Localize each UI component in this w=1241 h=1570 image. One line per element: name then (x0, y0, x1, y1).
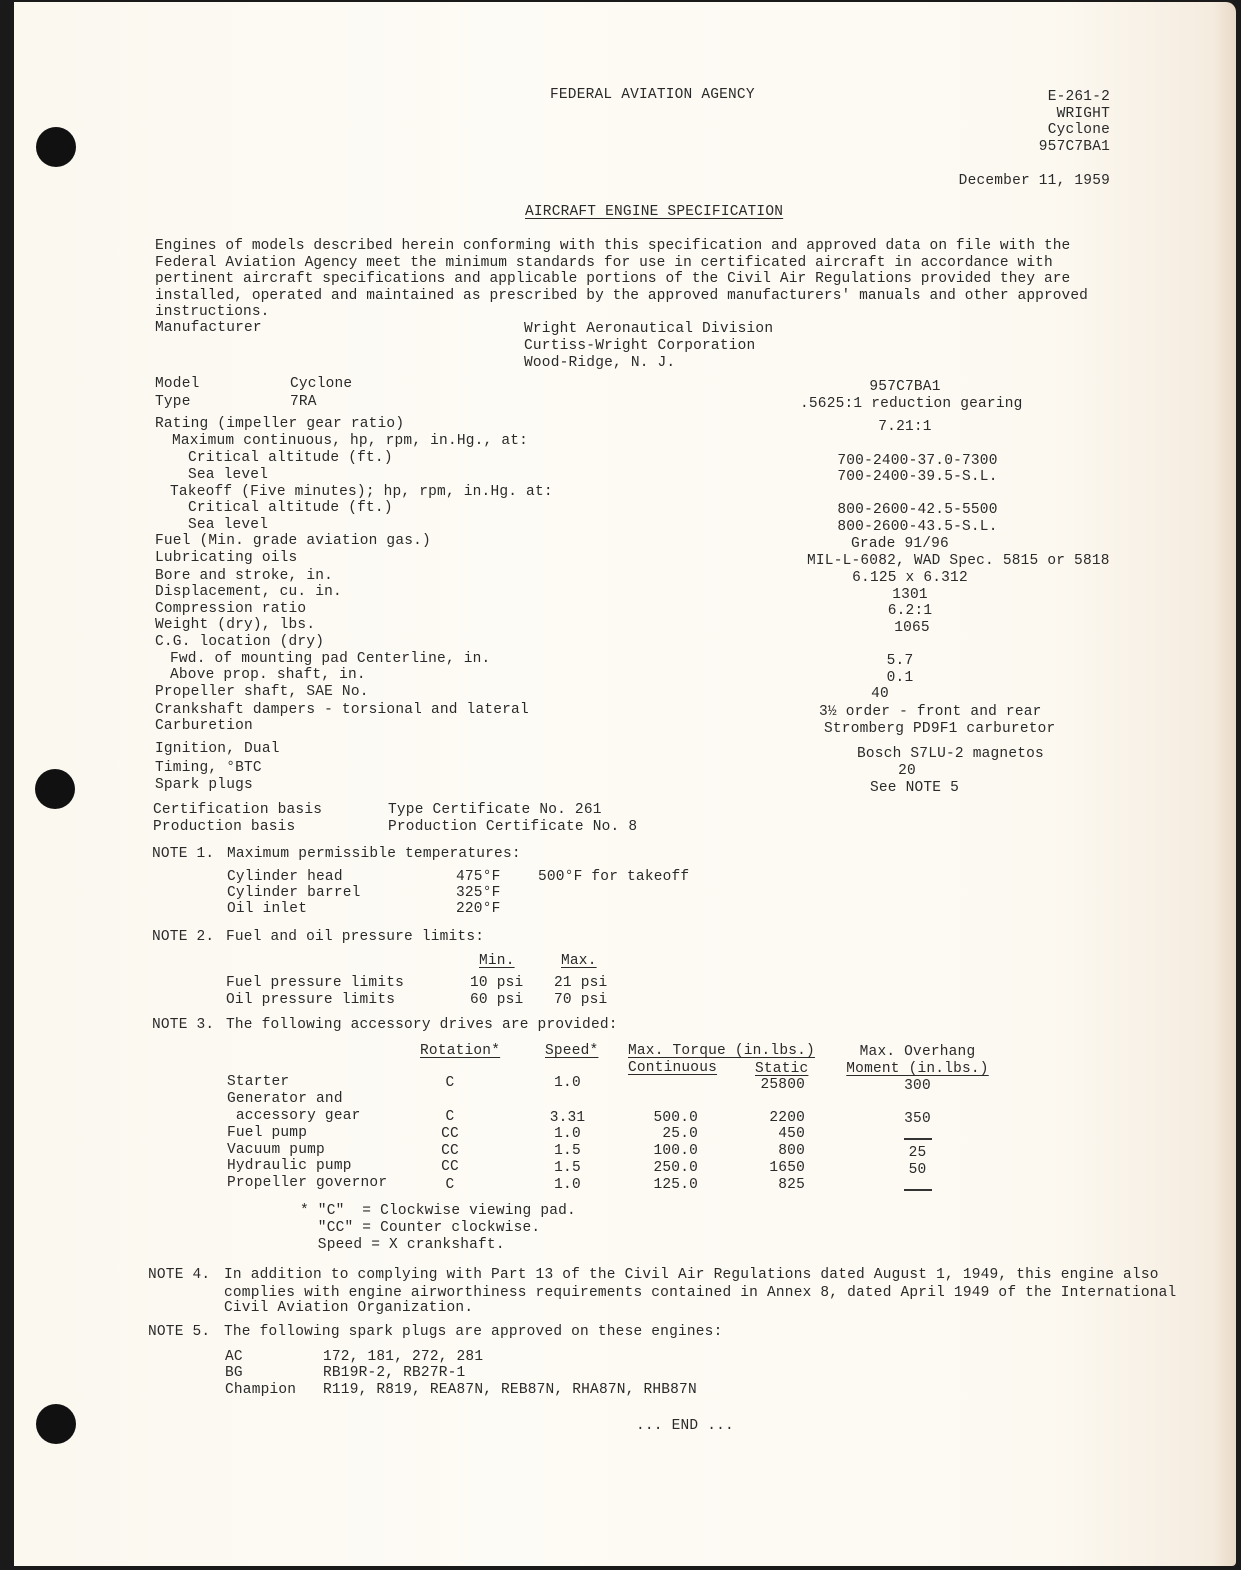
max-cont-altitude-label: Critical altitude (ft.) (188, 450, 393, 466)
carburetion-label: Carburetion (155, 718, 253, 734)
drive-item-starter: Starter (227, 1074, 290, 1090)
note4-line-1: In addition to complying with Part 13 of the Civil Air Regulations dated August 1, 1949, this engine also (224, 1267, 1159, 1283)
timing-value: 20 (898, 763, 916, 779)
drive-overhang-fuel-pump-dash (904, 1138, 932, 1140)
prop-shaft-label: Propeller shaft, SAE No. (155, 684, 369, 700)
fuel-label: Fuel (Min. grade aviation gas.) (155, 533, 431, 549)
punch-hole-middle (35, 769, 75, 809)
note3-header-rotation: Rotation* (420, 1043, 501, 1059)
ignition-label: Ignition, Dual (155, 741, 280, 757)
note1-value-cylinder-head: 475°F (456, 869, 501, 885)
spark-plug-make-ac: AC (225, 1349, 243, 1365)
cg-label: C.G. location (dry) (155, 634, 325, 650)
drive-static-accessory-gear: 2200 (769, 1110, 805, 1126)
rating-value: 7.21:1 (878, 419, 932, 435)
ignition-value: Bosch S7LU-2 magnetos (857, 746, 1044, 762)
weight-label: Weight (dry), lbs. (155, 617, 316, 633)
drive-speed-starter: 1.0 (554, 1075, 581, 1091)
bore-stroke-value: 6.125 x 6.312 (852, 570, 968, 586)
drive-static-fuel-pump: 450 (778, 1126, 805, 1142)
timing-label: Timing, °BTC (155, 760, 262, 776)
drive-item-fuel-pump: Fuel pump (227, 1125, 308, 1141)
type-value: .5625:1 reduction gearing (800, 396, 1023, 412)
takeoff-sealevel-label: Sea level (188, 517, 269, 533)
drive-overhang-vacuum-pump: 25 (908, 1145, 927, 1161)
note2-max-fuel: 21 psi (554, 975, 608, 991)
cg-fwd-label: Fwd. of mounting pad Centerline, in. (170, 651, 491, 667)
agency-name: FEDERAL AVIATION AGENCY (550, 87, 755, 103)
model-label: Model (155, 376, 200, 392)
engine-model-code: 957C7BA1 (1038, 139, 1110, 155)
cg-above-label: Above prop. shaft, in. (170, 667, 366, 683)
note2-label: NOTE 2. (152, 929, 215, 945)
drive-rotation-propeller-governor: C (445, 1177, 455, 1193)
drive-continuous-hydraulic-pump: 250.0 (653, 1160, 698, 1176)
weight-value: 1065 (894, 620, 930, 636)
drive-item-propeller-governor: Propeller governor (227, 1175, 388, 1191)
takeoff-label: Takeoff (Five minutes); hp, rpm, in.Hg. at: (170, 484, 553, 500)
takeoff-altitude-label: Critical altitude (ft.) (188, 500, 393, 516)
carburetion-value: Stromberg PD9F1 carburetor (824, 721, 1056, 737)
note3-footnote-1: * "C" = Clockwise viewing pad. (300, 1203, 576, 1219)
note2-title: Fuel and oil pressure limits: (226, 929, 485, 945)
note1-extra-cylinder-head: 500°F for takeoff (538, 869, 690, 885)
drive-continuous-propeller-governor: 125.0 (653, 1177, 698, 1193)
takeoff-sealevel-value: 800-2600-43.5-S.L. (837, 519, 998, 535)
note2-max-oil: 70 psi (554, 992, 608, 1008)
note4-label: NOTE 4. (148, 1267, 211, 1283)
drive-overhang-accessory-gear: 350 (904, 1111, 931, 1127)
intro-paragraph: Engines of models described herein conforming with this specification and approved data on file with the Federal Aviation Agency meet the minimum standards for use in certificated aircraft in accordance with pertinent aircraft specifications and applicable portions of the Civil Air Regulations provided they are installed, operated and maintained as prescribed by the approved manufacturers' manuals and other approved instructions. (155, 238, 1088, 320)
drive-item-vacuum-pump: Vacuum pump (227, 1142, 325, 1158)
spark-plug-make-champion: Champion (225, 1382, 297, 1398)
manufacturer-line-3: Wood-Ridge, N. J. (524, 355, 676, 371)
note3-header-speed: Speed* (545, 1043, 599, 1059)
drive-continuous-fuel-pump: 25.0 (662, 1126, 698, 1142)
spark-plugs-label: Spark plugs (155, 777, 253, 793)
note3-footnote-3: Speed = X crankshaft. (300, 1237, 505, 1253)
note4-line-2: complies with engine airworthiness requirements contained in Annex 8, dated April 1949 of the International (224, 1285, 1177, 1301)
drive-static-vacuum-pump: 800 (778, 1143, 805, 1159)
cg-above-value: 0.1 (886, 670, 914, 686)
note2-header-min: Min. (479, 953, 515, 969)
manufacturer-line-1: Wright Aeronautical Division (524, 321, 774, 337)
note5-title: The following spark plugs are approved on these engines: (224, 1324, 723, 1340)
certification-basis-value: Type Certificate No. 261 (388, 802, 602, 818)
drive-rotation-fuel-pump: CC (441, 1126, 459, 1142)
dampers-label: Crankshaft dampers - torsional and lateral (155, 702, 529, 718)
drive-speed-fuel-pump: 1.0 (554, 1126, 581, 1142)
note1-value-cylinder-barrel: 325°F (456, 885, 501, 901)
note1-label: NOTE 1. (152, 846, 215, 862)
note1-item-oil-inlet: Oil inlet (227, 901, 308, 917)
type-code: 7RA (290, 394, 317, 410)
certification-basis-label: Certification basis (153, 802, 323, 818)
drive-rotation-vacuum-pump: CC (441, 1143, 459, 1159)
note1-value-oil-inlet: 220°F (456, 901, 501, 917)
oils-value: MIL-L-6082, WAD Spec. 5815 or 5818 (807, 553, 1110, 569)
drive-overhang-propeller-governor-dash (904, 1189, 932, 1191)
spark-plug-list-ac: 172, 181, 272, 281 (323, 1349, 484, 1365)
drive-rotation-starter: C (445, 1075, 455, 1091)
production-basis-value: Production Certificate No. 8 (388, 819, 638, 835)
production-basis-label: Production basis (153, 819, 296, 835)
punch-hole-top (36, 127, 76, 167)
document-date: December 11, 1959 (958, 173, 1110, 189)
note2-min-oil: 60 psi (470, 992, 524, 1008)
drive-static-hydraulic-pump: 1650 (769, 1160, 805, 1176)
rating-label: Rating (impeller gear ratio) (155, 416, 405, 432)
oils-label: Lubricating oils (155, 550, 298, 566)
drive-static-propeller-governor: 825 (778, 1177, 805, 1193)
drive-speed-vacuum-pump: 1.5 (554, 1143, 581, 1159)
spark-plug-make-bg: BG (225, 1365, 243, 1381)
drive-speed-propeller-governor: 1.0 (554, 1177, 581, 1193)
note3-footnote-2: "CC" = Counter clockwise. (300, 1220, 541, 1236)
drive-rotation-hydraulic-pump: CC (441, 1159, 459, 1175)
note3-title: The following accessory drives are provided: (226, 1017, 618, 1033)
note2-item-fuel: Fuel pressure limits (226, 975, 405, 991)
drive-item-generator: Generator and (227, 1091, 343, 1107)
drive-static-starter: 25800 (760, 1077, 805, 1093)
spark-plugs-value: See NOTE 5 (870, 780, 960, 796)
displacement-label: Displacement, cu. in. (155, 584, 342, 600)
spec-number: E-261-2 (1047, 89, 1110, 105)
note1-item-cylinder-barrel: Cylinder barrel (227, 885, 361, 901)
engine-series: Cyclone (1047, 122, 1110, 138)
compression-value: 6.2:1 (887, 603, 933, 619)
manufacturer-label: Manufacturer (155, 320, 262, 336)
prop-shaft-value: 40 (871, 686, 889, 702)
cg-fwd-value: 5.7 (886, 653, 914, 669)
type-label: Type (155, 394, 191, 410)
note3-header-continuous: Continuous (628, 1060, 718, 1076)
note2-item-oil: Oil pressure limits (226, 992, 396, 1008)
drive-continuous-vacuum-pump: 100.0 (653, 1143, 698, 1159)
engine-make: WRIGHT (1056, 106, 1110, 122)
displacement-value: 1301 (892, 587, 928, 603)
spark-plug-list-champion: R119, R819, REA87N, REB87N, RHA87N, RHB87N (323, 1382, 697, 1398)
note3-header-overhang-2: Moment (in.lbs.) (846, 1061, 989, 1077)
model-series: Cyclone (290, 376, 353, 392)
note3-label: NOTE 3. (152, 1017, 215, 1033)
max-cont-altitude-value: 700-2400-37.0-7300 (837, 453, 998, 469)
max-continuous-label: Maximum continuous, hp, rpm, in.Hg., at: (172, 433, 529, 449)
spark-plug-list-bg: RB19R-2, RB27R-1 (323, 1365, 466, 1381)
drive-item-hydraulic-pump: Hydraulic pump (227, 1158, 352, 1174)
bore-stroke-label: Bore and stroke, in. (155, 568, 334, 584)
takeoff-altitude-value: 800-2600-42.5-5500 (837, 502, 998, 518)
note4-line-3: Civil Aviation Organization. (224, 1300, 474, 1316)
fuel-value: Grade 91/96 (851, 536, 949, 552)
manufacturer-line-2: Curtiss-Wright Corporation (524, 338, 756, 354)
note3-header-torque: Max. Torque (in.lbs.) (628, 1043, 815, 1059)
drive-continuous-accessory-gear: 500.0 (653, 1110, 698, 1126)
drive-overhang-hydraulic-pump: 50 (908, 1162, 927, 1178)
note3-header-overhang-1: Max. Overhang (859, 1044, 976, 1060)
note2-min-fuel: 10 psi (470, 975, 524, 991)
drive-speed-accessory-gear: 3.31 (549, 1110, 586, 1126)
compression-label: Compression ratio (155, 601, 307, 617)
max-cont-sealevel-value: 700-2400-39.5-S.L. (837, 469, 998, 485)
model-value: 957C7BA1 (869, 379, 941, 395)
drive-rotation-accessory-gear: C (445, 1109, 455, 1125)
drive-item-accessory-gear: accessory gear (227, 1108, 361, 1124)
document-title: AIRCRAFT ENGINE SPECIFICATION (525, 204, 784, 220)
note2-header-max: Max. (561, 953, 597, 969)
note1-title: Maximum permissible temperatures: (227, 846, 521, 862)
note1-item-cylinder-head: Cylinder head (227, 869, 343, 885)
drive-speed-hydraulic-pump: 1.5 (554, 1160, 581, 1176)
note5-label: NOTE 5. (148, 1324, 211, 1340)
end-mark: ... END ... (636, 1418, 734, 1434)
punch-hole-bottom (36, 1404, 76, 1444)
note3-header-static: Static (755, 1061, 809, 1077)
max-cont-sealevel-label: Sea level (188, 467, 269, 483)
drive-overhang-starter: 300 (904, 1078, 931, 1094)
dampers-value: 3½ order - front and rear (819, 704, 1042, 720)
